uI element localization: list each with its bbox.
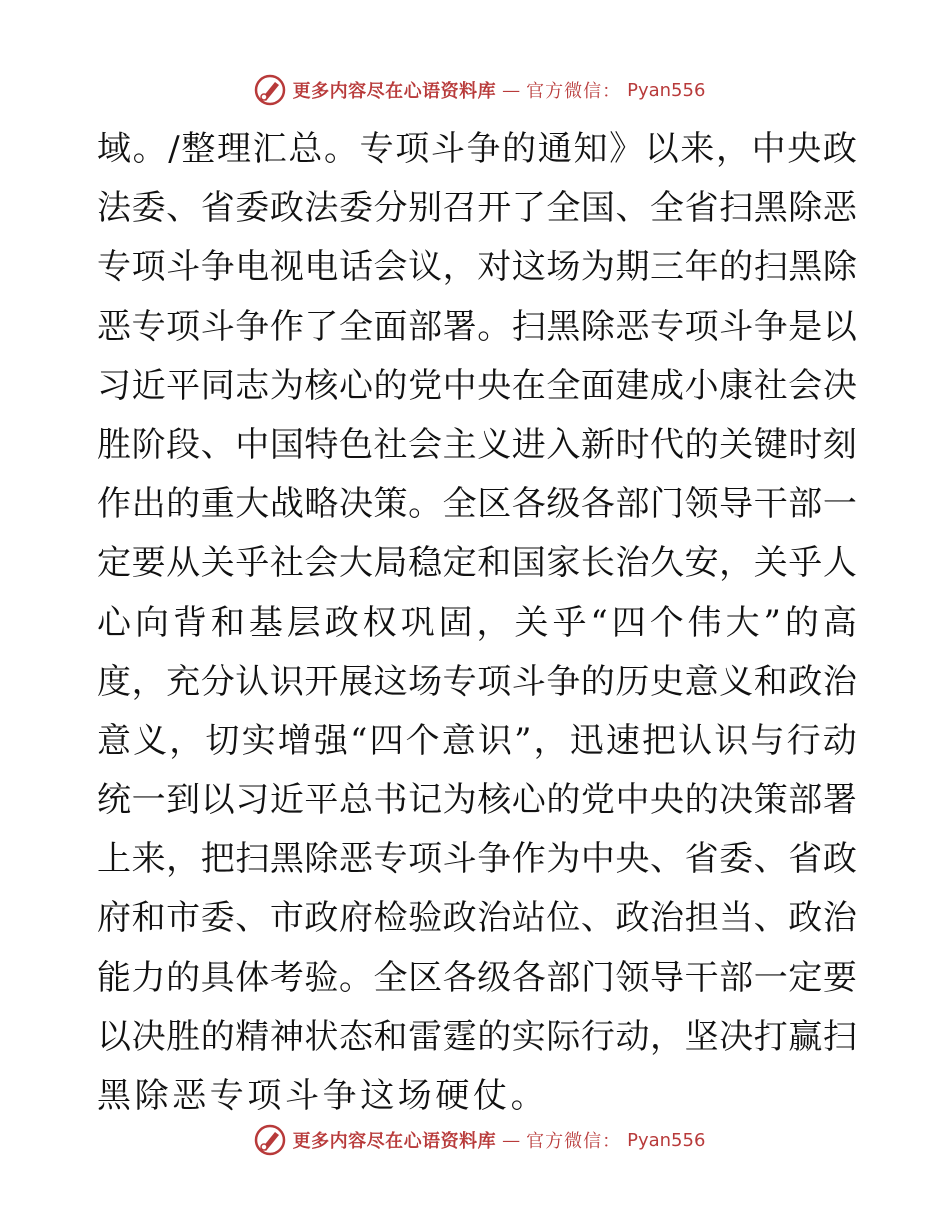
- pen-logo-icon: [253, 1123, 287, 1157]
- body-line: 府 和 市 委 、 市 政 府 检 验 政 治 站 位 、 政 治 担 当 、 政 治: [97, 898, 857, 939]
- footer-dash: —: [502, 1129, 521, 1151]
- body-line: 上 来 ， 把 扫 黑 除 恶 专 项 斗 争 作 为 中 央 、 省 委 、 省 政: [97, 839, 857, 880]
- body-line: 统 一 到 以 习 近 平 总 书 记 为 核 心 的 党 中 央 的 决 策 部 署: [97, 780, 857, 821]
- body-line: 定 要 从 关 乎 社 会 大 局 稳 定 和 国 家 长 治 久 安 ， 关 乎 人: [97, 543, 857, 584]
- footer-contact-label: 官方微信：: [526, 1131, 622, 1152]
- body-line: 习 近 平 同 志 为 核 心 的 党 中 央 在 全 面 建 成 小 康 社 会 决: [97, 365, 857, 406]
- header-contact-id: Pyan556: [627, 79, 706, 101]
- body-line: 意 义 ， 切 实 增 强 “ 四 个 意 识 ” ， 迅 速 把 认 识 与 行 动: [97, 720, 857, 761]
- footer-brand-text: 更多内容尽在心语资料库: [292, 1131, 497, 1152]
- header-contact-label: 官方微信：: [526, 81, 622, 102]
- body-line: 能 力 的 具 体 考 验 。 全 区 各 级 各 部 门 领 导 干 部 一 定 要: [97, 957, 857, 998]
- header-dash: —: [502, 79, 521, 101]
- body-line: 胜 阶 段 、 中 国 特 色 社 会 主 义 进 入 新 时 代 的 关 键 时 刻: [97, 424, 857, 465]
- body-line: 作 出 的 重 大 战 略 决 策 。 全 区 各 级 各 部 门 领 导 干 部 一: [97, 484, 857, 525]
- body-line: 度 ， 充 分 认 识 开 展 这 场 专 项 斗 争 的 历 史 意 义 和 政 治: [97, 661, 857, 702]
- header-banner: [0, 72, 950, 108]
- footer-banner-inner: [253, 1123, 706, 1157]
- body-line: 以 决 胜 的 精 神 状 态 和 雷 霆 的 实 际 行 动 ， 坚 决 打 赢 扫: [97, 1016, 857, 1057]
- footer-banner: [0, 1122, 950, 1158]
- header-brand-text: 更多内容尽在心语资料库: [292, 81, 497, 102]
- body-line: 域 。 / 整 理 汇 总 。 专 项 斗 争 的 通 知 》 以 来 ， 中 央 政: [97, 129, 857, 169]
- body-line: 专 项 斗 争 电 视 电 话 会 议 ， 对 这 场 为 期 三 年 的 扫 黑 除: [97, 247, 857, 288]
- footer-contact-id: Pyan556: [627, 1129, 706, 1151]
- pen-logo-icon: [253, 73, 287, 107]
- body-line: 恶 专 项 斗 争 作 了 全 面 部 署 。 扫 黑 除 恶 专 项 斗 争 是 以: [97, 306, 857, 347]
- header-banner-inner: [253, 73, 706, 107]
- body-line-last: 黑除恶专项斗争这场硬仗。: [97, 1076, 549, 1116]
- body-line: 心 向 背 和 基 层 政 权 巩 固 ， 关 乎 “ 四 个 伟 大 ” 的 高: [97, 602, 857, 643]
- document-body: [97, 120, 857, 1126]
- body-line: 法 委 、 省 委 政 法 委 分 别 召 开 了 全 国 、 全 省 扫 黑 除 恶: [97, 188, 857, 229]
